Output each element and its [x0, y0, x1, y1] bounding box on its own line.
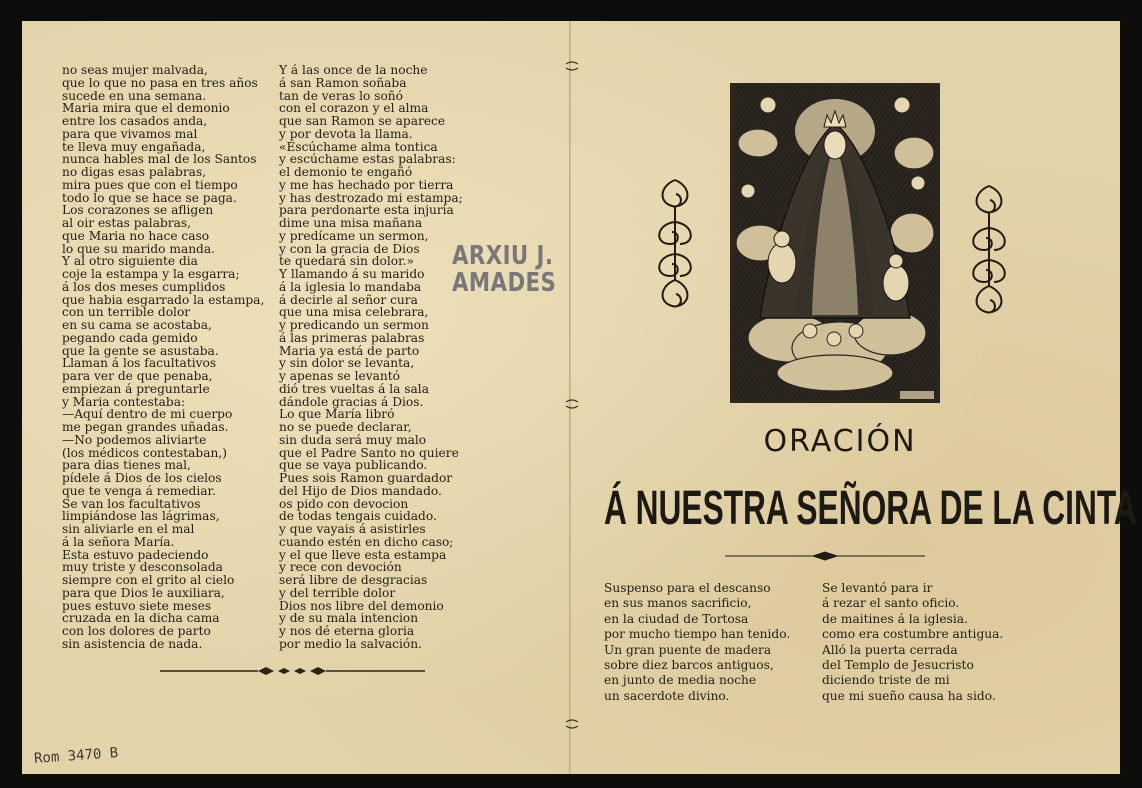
verse-line: á decirle al señor cura: [279, 292, 418, 307]
verse-line: os pido con devocion: [279, 496, 409, 511]
verse-line: á los dos meses cumplidos: [62, 279, 226, 294]
verse-line: Lo que María libró: [279, 407, 395, 422]
verse-line: «Escúchame alma tontica: [279, 139, 438, 154]
verse-line: no seas mujer malvada,: [62, 63, 208, 77]
verse-line: y predicando un sermon: [279, 318, 429, 332]
verse-line: del Templo de Jesucristo: [822, 658, 974, 673]
verse-line: Los corazones se afligen: [62, 203, 214, 218]
verse-line: empiezan á preguntarle: [62, 381, 210, 396]
verse-line: que lo que no pasa en tres años: [62, 75, 258, 90]
verse-line: sin asistencia de nada.: [62, 636, 203, 651]
archive-stamp: [452, 243, 556, 297]
verse-line: en su cama se acostaba,: [62, 318, 212, 332]
verse-line: que san Ramon se aparece: [279, 114, 446, 128]
verse-line: para que Dios le auxiliara,: [62, 585, 225, 600]
verse-line: Y llamando á su marido: [279, 267, 425, 281]
verse-line: del Hijo de Dios mandado.: [279, 483, 442, 498]
ornamental-divider-right: [725, 550, 925, 562]
verse-line: que el Padre Santo no quiere: [279, 445, 459, 460]
verse-line: Dios nos libre del demonio: [279, 598, 444, 613]
verse-line: y has destrozado mi estampa;: [279, 190, 463, 205]
verse-line: Un gran puente de madera: [604, 642, 772, 657]
verse-line: te lleva muy engañada,: [62, 139, 206, 154]
verse-line: por medio la salvación.: [279, 636, 422, 651]
verse-line: Esta estuvo padeciendo: [62, 547, 209, 562]
verse-line: y me has hechado por tierra: [279, 177, 454, 192]
verse-line: que la gente se asustaba.: [62, 343, 219, 358]
verse-line: cuando estén en dicho caso;: [279, 534, 454, 549]
verse-line: como era costumbre antigua.: [822, 627, 1004, 642]
verse-line: y de su mala intencion: [279, 611, 419, 626]
title-main-text: Á NUESTRA SEÑORA DE LA CINTA: [604, 482, 1137, 535]
verse-line: en la ciudad de Tortosa: [604, 611, 749, 626]
verse-line: —Aquí dentro de mi cuerpo: [62, 407, 233, 422]
verse-line: Pues sois Ramon guardador: [279, 471, 453, 485]
verse-line: siempre con el grito al cielo: [62, 573, 235, 587]
verse-line: con el corazon y el alma: [279, 101, 429, 116]
verse-line: con un terrible dolor: [62, 305, 191, 320]
verse-line: de todas tengais cuidado.: [279, 509, 437, 524]
verse-line: al oir estas palabras,: [62, 216, 191, 230]
verse-line: dándole gracias á Dios.: [279, 394, 424, 409]
verse-line: sucede en una semana.: [62, 88, 207, 103]
verse-line: todo lo que se hace se paga.: [62, 190, 237, 205]
verse-line: en junto de media noche: [604, 673, 757, 688]
verse-line: y rece con devoción: [279, 560, 402, 575]
poem-column-right: [279, 64, 463, 651]
virgin-woodcut-illustration: [730, 83, 940, 403]
verse-line: á la iglesia lo mandaba: [279, 279, 422, 294]
verse-line: y sin dolor se levanta,: [279, 356, 415, 371]
verse-line: y que vayais á asistirles: [279, 522, 426, 536]
verse-line: el demonio te engañó: [279, 165, 413, 179]
verse-line: que se vaya publicando.: [279, 458, 428, 473]
verse-line: me pegan grandes uñadas.: [62, 420, 229, 434]
verse-line: á rezar el santo oficio.: [822, 596, 960, 611]
verse-line: nunca hables mal de los Santos: [62, 152, 257, 167]
verse-line: —No podemos aliviarte: [62, 432, 207, 447]
verse-line: para ver de que penaba,: [62, 369, 213, 383]
stamp-line-1: ARXIU J.: [452, 241, 554, 271]
verse-line: en sus manos sacrificio,: [604, 596, 752, 611]
verse-line: para perdonarte esta injuria: [279, 203, 454, 218]
verse-line: y nos dé eterna gloria: [279, 624, 415, 638]
ornamental-divider-left: [160, 664, 425, 678]
title-oracion: ORACIÓN: [763, 424, 917, 459]
scroll-ornament-left: [650, 176, 700, 310]
verse-line: te quedará sin dolor.»: [279, 254, 414, 269]
verse-line: Maria ya está de parto: [279, 343, 420, 358]
verse-line: que Maria no hace caso: [62, 228, 210, 243]
verse-line: no se puede declarar,: [279, 420, 412, 434]
verse-line: un sacerdote divino.: [604, 688, 730, 703]
verse-line: cruzada en la dicha cama: [62, 611, 220, 626]
verse-line: dió tres vueltas á la sala: [279, 381, 429, 396]
verse-line: (los médicos contestaban,): [62, 445, 227, 460]
verse-line: que habia esgarrado la estampa,: [62, 292, 265, 307]
verse-line: sin aliviarle en el mal: [62, 522, 195, 536]
verse-line: diciendo triste de mi: [822, 673, 950, 688]
verse-line: Y á las once de la noche: [279, 63, 428, 77]
verse-line: Suspenso para el descanso: [604, 581, 771, 595]
verse-line: que una misa celebrara,: [279, 305, 429, 320]
verse-line: sobre diez barcos antiguos,: [604, 658, 774, 673]
verse-line: á las primeras palabras: [279, 330, 425, 345]
verse-line: que mi sueño causa ha sido.: [822, 688, 996, 703]
verse-line: y escúchame estas palabras:: [279, 152, 456, 167]
verse-line: pídele á Dios de los cielos: [62, 471, 222, 485]
stanza-right: [822, 581, 1003, 704]
verse-line: coje la estampa y la esgarra;: [62, 267, 240, 281]
stanza-left: [604, 581, 790, 704]
verse-line: y por devota la llama.: [279, 126, 413, 141]
verse-line: sin duda será muy malo: [279, 432, 427, 447]
verse-line: por mucho tiempo han tenido.: [604, 627, 791, 642]
verse-line: Se levantó para ir: [822, 581, 933, 595]
verse-line: limpiándose las lágrimas,: [62, 509, 220, 524]
verse-line: á san Ramon soñaba: [279, 75, 407, 90]
verse-line: Maria mira que el demonio: [62, 101, 230, 116]
verse-line: y apenas se levantó: [279, 369, 400, 383]
verse-line: muy triste y desconsolada: [62, 560, 223, 575]
verse-line: entre los casados anda,: [62, 114, 208, 128]
verse-line: pegando cada gemido: [62, 330, 198, 345]
verse-line: de maitines á la iglesia.: [822, 611, 968, 626]
fold-stitches: [560, 40, 584, 740]
verse-line: tan de veras lo soñó: [279, 88, 403, 103]
verse-line: lo que su marido manda.: [62, 241, 215, 256]
verse-line: para dias tienes mal,: [62, 458, 191, 473]
verse-line: y del terrible dolor: [279, 585, 396, 600]
title-nuestra-senora: [604, 474, 1137, 544]
verse-line: será libre de desgracias: [279, 573, 428, 587]
scroll-ornament-right: [964, 182, 1014, 316]
verse-line: y Maria contestaba:: [62, 394, 186, 409]
verse-line: y con la gracia de Dios: [279, 241, 420, 256]
stamp-line-2: AMADES: [452, 268, 557, 298]
verse-line: con los dolores de parto: [62, 624, 211, 638]
verse-line: que te venga á remediar.: [62, 483, 216, 498]
verse-line: Alló la puerta cerrada: [822, 642, 958, 657]
verse-line: y predícame un sermon,: [279, 228, 429, 243]
verse-line: Y al otro siguiente dia: [62, 254, 198, 269]
verse-line: á la señora María.: [62, 534, 175, 549]
catalog-mark: Rom 3470 B: [33, 745, 119, 767]
verse-line: dime una misa mañana: [279, 216, 423, 230]
verse-line: para que vivamos mal: [62, 126, 198, 141]
verse-line: pues estuvo siete meses: [62, 598, 212, 613]
verse-line: Llaman á los facultativos: [62, 356, 217, 371]
verse-line: Se van los facultativos: [62, 496, 201, 511]
verse-line: y el que lleve esta estampa: [279, 547, 447, 562]
verse-line: mira pues que con el tiempo: [62, 177, 238, 192]
verse-line: no digas esas palabras,: [62, 165, 207, 179]
poem-column-left: [62, 64, 264, 651]
